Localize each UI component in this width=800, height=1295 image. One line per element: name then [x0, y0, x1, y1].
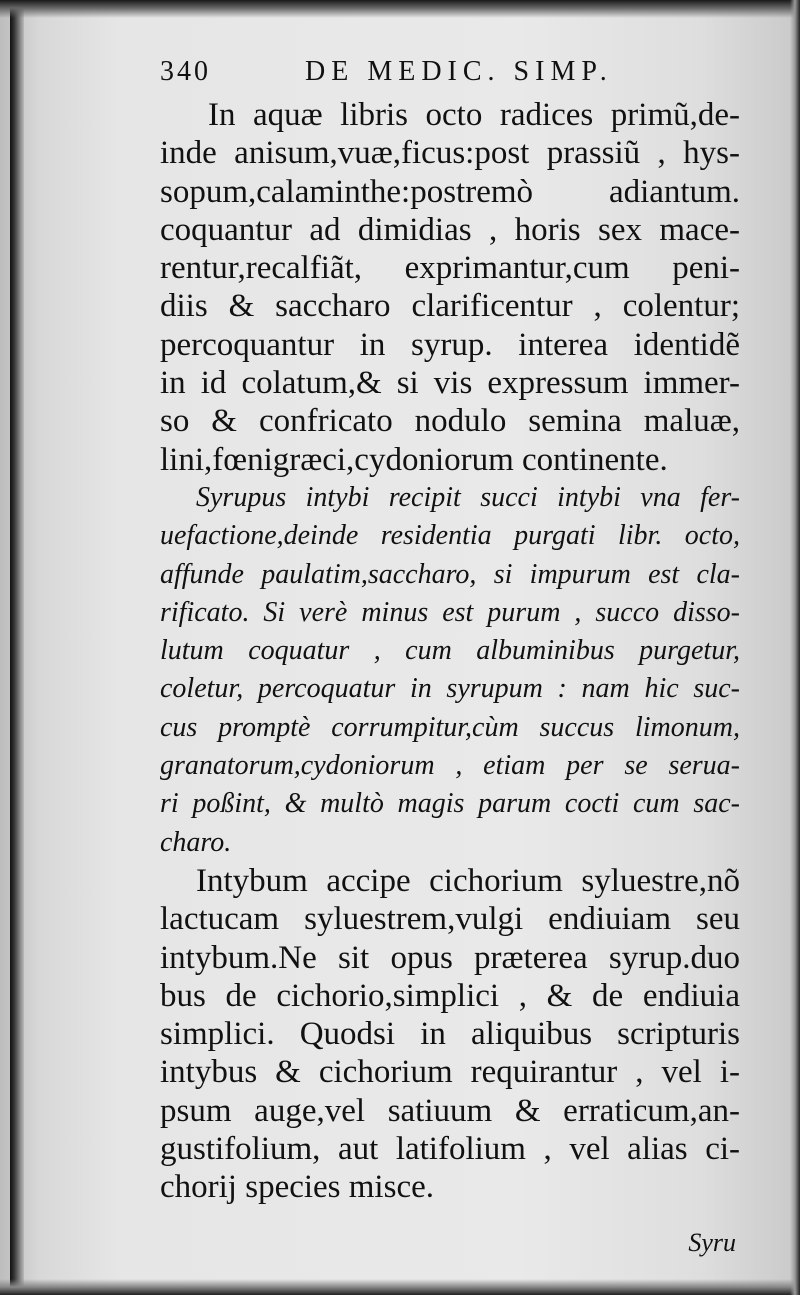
- text-line: intybum.Ne sit opus præterea syrup.duo: [160, 939, 740, 976]
- text-line: bus de cichorio,simplici , & de endiuia: [160, 977, 740, 1014]
- text-line: inde anisum,vuæ,ficus:post prassiũ , hys-: [160, 135, 740, 172]
- text-line-italic: coletur, percoquatur in syrupum : nam hic suc-: [160, 673, 740, 705]
- text-line-italic: lutum coquatur , cum albuminibus purgetur,: [160, 635, 740, 667]
- text-line: lactucam syluestrem,vulgi endiuiam seu: [160, 901, 740, 938]
- binding-edge: [10, 0, 24, 1295]
- text-line: psum auge,vel satiuum & erraticum,an-: [160, 1092, 740, 1129]
- text-line-italic: cus promptè corrumpitur,cùm succus limonum,: [160, 711, 740, 743]
- text-line: coquantur ad dimidias , horis sex mace-: [160, 211, 740, 248]
- text-line-italic: affunde paulatim,saccharo, si impurum est cla-: [160, 558, 740, 590]
- text-line-italic: rificato. Si verè minus est purum , succo disso-: [160, 596, 740, 628]
- bottom-edge: [0, 1279, 800, 1295]
- catchword: Syru: [688, 1228, 736, 1257]
- text-line: simplici. Quodsi in aliquibus scripturis: [160, 1016, 740, 1053]
- text-line: Intybum accipe cichorium syluestre,nõ: [196, 862, 740, 899]
- text-line: chorij species misce.: [160, 1169, 434, 1206]
- text-line: so & confricato nodulo semina maluæ,: [160, 403, 740, 440]
- running-head: DE MEDIC. SIMP.: [305, 56, 613, 87]
- text-line: gustifolium, aut latifolium , vel alias ci-: [160, 1131, 740, 1168]
- text-line: intybus & cichorium requirantur , vel i-: [160, 1054, 740, 1091]
- text-line-italic: charo.: [160, 826, 232, 858]
- right-edge: [790, 0, 800, 1295]
- body-text: [160, 96, 740, 1207]
- text-line-italic: Syrupus intybi recipit succi intybi vna fer-: [196, 481, 740, 513]
- page-header: [160, 56, 760, 92]
- text-line-italic: ri poßint, & multò magis parum cocti cum sac-: [160, 788, 740, 820]
- text-line: in id colatum,& si vis expressum immer-: [160, 365, 740, 402]
- text-line: rentur,recalfiãt, exprimantur,cum peni-: [160, 250, 740, 287]
- text-line: sopum,calaminthe:postremò adiantum.: [160, 173, 740, 210]
- text-line: In aquæ libris octo radices primũ,de-: [208, 97, 740, 133]
- text-line-italic: uefactione,deinde residentia purgati libr. octo,: [160, 520, 740, 552]
- top-edge: [0, 0, 800, 18]
- text-line: diis & saccharo clarificentur , colentur;: [160, 288, 740, 325]
- text-line-italic: granatorum,cydoniorum , etiam per se serua-: [160, 750, 740, 782]
- text-line: percoquantur in syrup. interea identidẽ: [160, 326, 740, 363]
- text-line: lini,fœnigræci,cydoniorum continente.: [160, 441, 668, 478]
- page-number: 340: [160, 56, 211, 87]
